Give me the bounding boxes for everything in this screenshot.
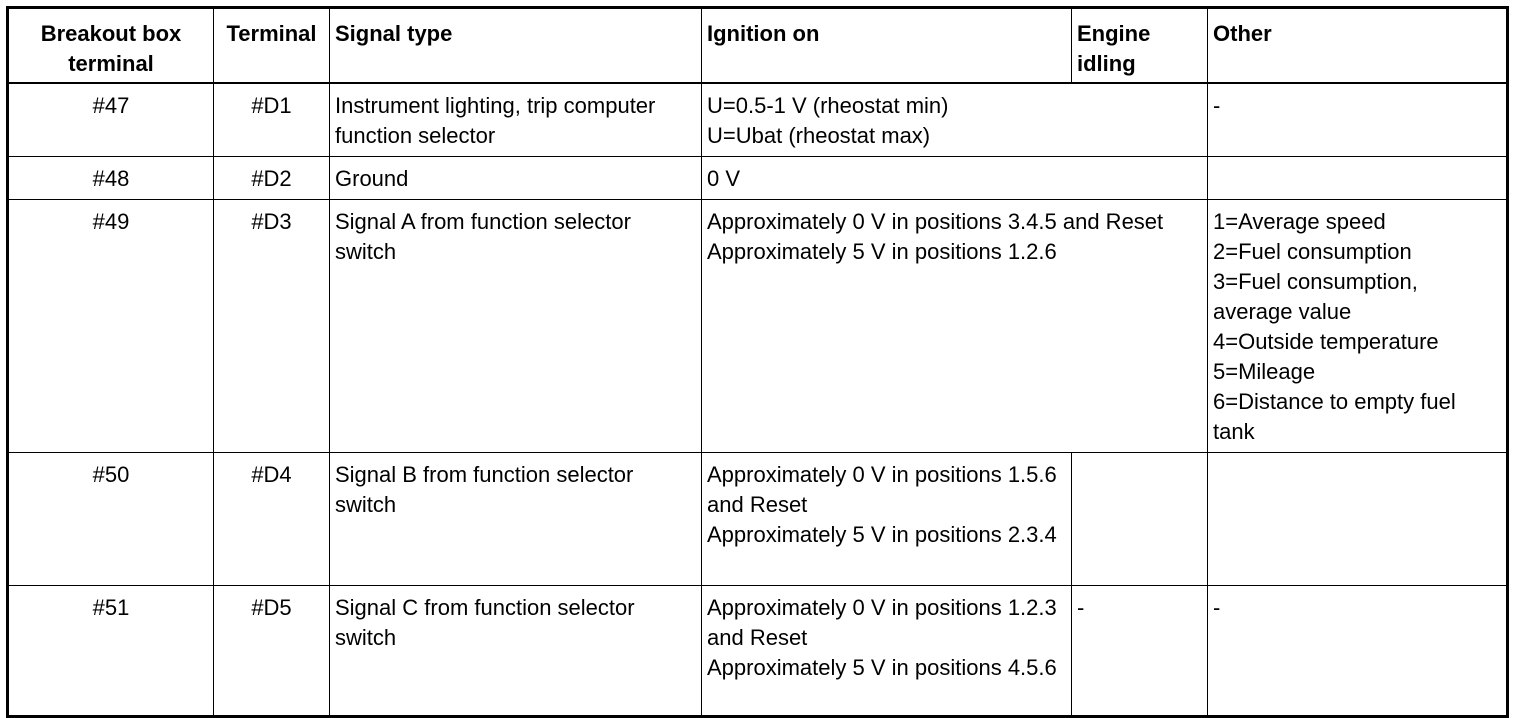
other-line: 3=Fuel consumption, average value xyxy=(1213,269,1418,324)
engine-idling-cell xyxy=(1072,453,1208,586)
signal-type-cell: Signal C from function selector switch xyxy=(330,586,702,717)
terminal-cell: #D3 xyxy=(214,200,330,453)
ignition-line: Approximately 5 V in positions 1.2.6 xyxy=(707,239,1057,264)
ignition-line: 0 V xyxy=(707,166,741,191)
terminal-cell: #D4 xyxy=(214,453,330,586)
ignition-on-cell xyxy=(702,83,1208,157)
breakout-box-terminal-cell: #51 xyxy=(8,586,214,717)
document-page xyxy=(6,6,1509,718)
terminal-cell: #D2 xyxy=(214,157,330,200)
other-cell: - xyxy=(1208,586,1508,717)
other-line: 5=Mileage xyxy=(1213,359,1316,384)
header-row xyxy=(8,8,1508,84)
terminal-cell: #D5 xyxy=(214,586,330,717)
ignition-line: Approximately 5 V in positions 2.3.4 xyxy=(707,522,1057,547)
header-other: Other xyxy=(1208,8,1508,84)
signal-type-cell: Signal A from function selector switch xyxy=(330,200,702,453)
table-row xyxy=(8,586,1508,717)
ignition-line: Approximately 0 V in positions 1.5.6 and Reset xyxy=(707,462,1057,517)
other-cell xyxy=(1208,200,1508,453)
other-line: 2=Fuel consumption xyxy=(1213,239,1412,264)
signal-type-cell: Signal B from function selector switch xyxy=(330,453,702,586)
engine-idling-cell: - xyxy=(1072,586,1208,717)
ignition-line: U=Ubat (rheostat max) xyxy=(707,123,931,148)
breakout-box-terminal-cell: #49 xyxy=(8,200,214,453)
other-cell xyxy=(1208,453,1508,586)
ignition-line: U=0.5-1 V (rheostat min) xyxy=(707,93,949,118)
terminal-signal-table xyxy=(6,6,1509,718)
other-line: 4=Outside temperature xyxy=(1213,329,1439,354)
table-row xyxy=(8,83,1508,157)
table-row xyxy=(8,453,1508,586)
ignition-on-cell xyxy=(702,453,1072,586)
other-line: 6=Distance to empty fuel tank xyxy=(1213,389,1456,444)
other-line: 1=Average speed xyxy=(1213,209,1386,234)
header-engine-idling: Engine idling xyxy=(1072,8,1208,84)
ignition-line: Approximately 5 V in positions 4.5.6 xyxy=(707,655,1057,680)
signal-type-cell: Ground xyxy=(330,157,702,200)
other-cell: - xyxy=(1208,83,1508,157)
ignition-on-cell xyxy=(702,200,1208,453)
table-row xyxy=(8,200,1508,453)
ignition-line: Approximately 0 V in positions 1.2.3 and Reset xyxy=(707,595,1057,650)
ignition-on-cell xyxy=(702,157,1208,200)
other-cell xyxy=(1208,157,1508,200)
header-breakout-box-terminal: Breakout box terminal xyxy=(8,8,214,84)
terminal-cell: #D1 xyxy=(214,83,330,157)
header-terminal: Terminal xyxy=(214,8,330,84)
breakout-box-terminal-cell: #47 xyxy=(8,83,214,157)
table-row xyxy=(8,157,1508,200)
ignition-on-cell xyxy=(702,586,1072,717)
breakout-box-terminal-cell: #48 xyxy=(8,157,214,200)
header-signal-type: Signal type xyxy=(330,8,702,84)
header-ignition-on: Ignition on xyxy=(702,8,1072,84)
signal-type-cell: Instrument lighting, trip computer function selector xyxy=(330,83,702,157)
ignition-line: Approximately 0 V in positions 3.4.5 and Reset xyxy=(707,209,1164,234)
breakout-box-terminal-cell: #50 xyxy=(8,453,214,586)
